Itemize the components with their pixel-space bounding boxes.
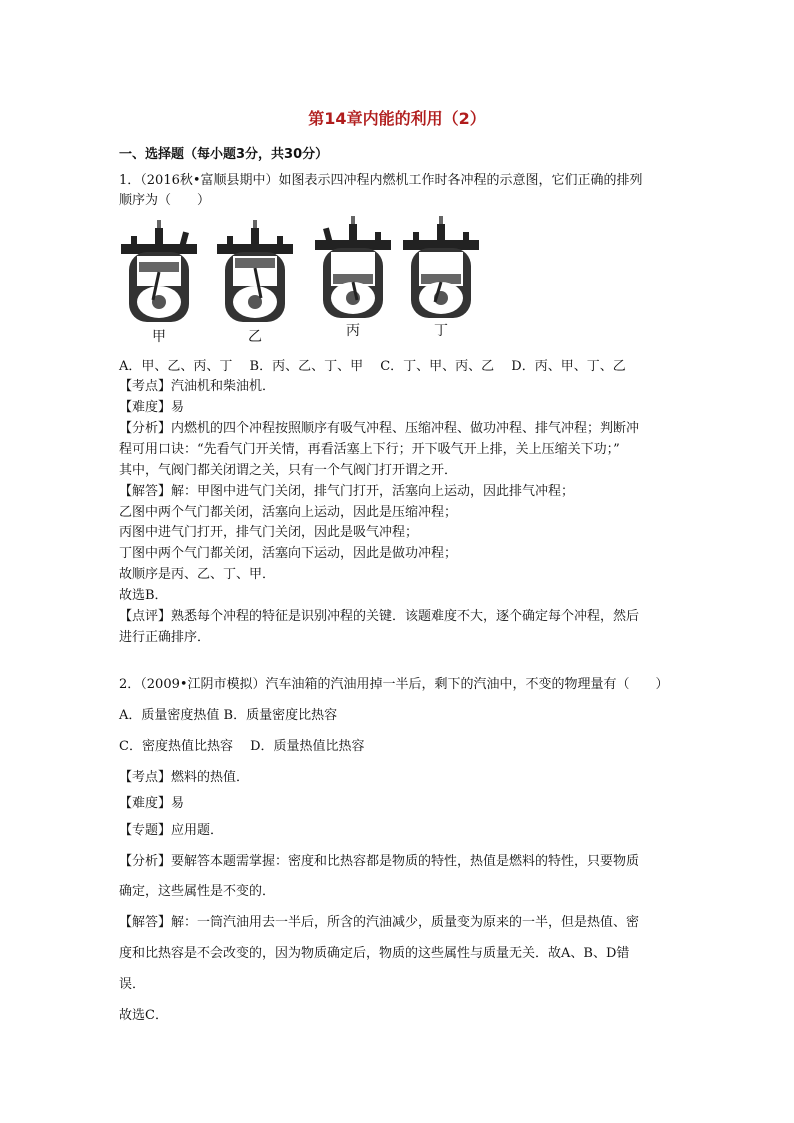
caption-jia: 甲: [152, 329, 166, 345]
q2-jieda-line-4: 故选C．: [119, 1008, 168, 1023]
q1-jieda-line-3: 丙图中进气门打开，排气门关闭，因此是吸气冲程；: [119, 525, 419, 540]
q1-jieda-line-1: 【解答】解：甲图中进气门关闭，排气门打开，活塞向上运动，因此排气冲程；: [119, 484, 575, 499]
engine-jia-drawing: [119, 216, 199, 324]
q2-nandu: 【难度】易: [119, 796, 185, 811]
caption-bing: 丙: [346, 323, 360, 339]
q1-jieda-line-5: 故顺序是丙、乙、丁、甲．: [119, 567, 276, 582]
q1-options: A．甲、乙、丙、丁 B．丙、乙、丁、甲 C．丁、甲、丙、乙 D．丙、甲、丁、乙: [119, 359, 626, 374]
q2-kaodian: 【考点】燃料的热值．: [119, 770, 250, 785]
q2-stem: 2．（2009•江阴市模拟）汽车油箱的汽油用掉一半后，剩下的汽油中，不变的物理量有（ ）: [119, 677, 669, 692]
engine-diagram-ding: [401, 216, 481, 344]
q1-jieda-line-4: 丁图中两个气门都关闭，活塞向下运动，因此是做功冲程；: [119, 546, 458, 561]
q1-nandu: 【难度】易: [119, 400, 185, 415]
q1-kaodian: 【考点】汽油机和柴油机．: [119, 379, 276, 394]
q2-jieda-line-2: 度和比热容是不会改变的，因为物质确定后，物质的这些属性与质量无关．故A、B、D错: [119, 946, 630, 961]
q2-fenxi-line-2: 确定，这些属性是不变的．: [119, 884, 276, 899]
q1-stem-line-2: 顺序为（ ）: [119, 193, 211, 208]
q2-jieda-line-1: 【解答】解：一筒汽油用去一半后，所含的汽油减少，质量变为原来的一半，但是热值、密: [119, 915, 640, 930]
q1-jieda-line-6: 故选B．: [119, 588, 168, 603]
engine-yi-drawing: [215, 216, 295, 324]
q1-fenxi-line-3: 其中，气阀门都关闭谓之关，只有一个气阀门打开谓之开．: [119, 463, 458, 478]
engine-figure-row: [119, 216, 479, 344]
caption-yi: 乙: [248, 329, 262, 345]
q2-options-ab: A．质量密度热值 B．质量密度比热容: [119, 708, 338, 723]
engine-ding-drawing: [401, 216, 481, 324]
q2-options-cd: C．密度热值比热容 D．质量热值比热容: [119, 739, 365, 754]
page-title: 第14章内能的利用（2）: [308, 109, 486, 128]
q1-fenxi-line-2: 程可用口诀：“先看气门开关情，再看活塞上下行；开下吸气开上排，关上压缩关下功；”: [119, 442, 620, 457]
q2-fenxi-line-1: 【分析】要解答本题需掌握：密度和比热容都是物质的特性，热值是燃料的特性，只要物质: [119, 854, 640, 869]
q1-stem-line-1: 1．（2016秋•富顺县期中）如图表示四冲程内燃机工作时各冲程的示意图，它们正确的排列: [119, 173, 643, 188]
engine-diagram-yi: [215, 216, 295, 344]
caption-ding: 丁: [434, 323, 448, 339]
engine-bing-drawing: [313, 216, 393, 324]
q2-zhuanti: 【专题】应用题．: [119, 823, 224, 838]
engine-diagram-bing: [313, 216, 393, 344]
engine-diagram-jia: [119, 216, 199, 344]
q1-jieda-line-2: 乙图中两个气门都关闭，活塞向上运动，因此是压缩冲程；: [119, 505, 458, 520]
section-heading: 一、选择题（每小题3分，共30分）: [119, 147, 329, 162]
q1-dianping-line-1: 【点评】熟悉每个冲程的特征是识别冲程的关键．该题难度不大，逐个确定每个冲程，然后: [119, 609, 640, 624]
q1-dianping-line-2: 进行正确排序．: [119, 630, 211, 645]
q2-jieda-line-3: 误．: [119, 977, 146, 992]
q1-fenxi-line-1: 【分析】内燃机的四个冲程按照顺序有吸气冲程、压缩冲程、做功冲程、排气冲程；判断冲: [119, 421, 640, 436]
